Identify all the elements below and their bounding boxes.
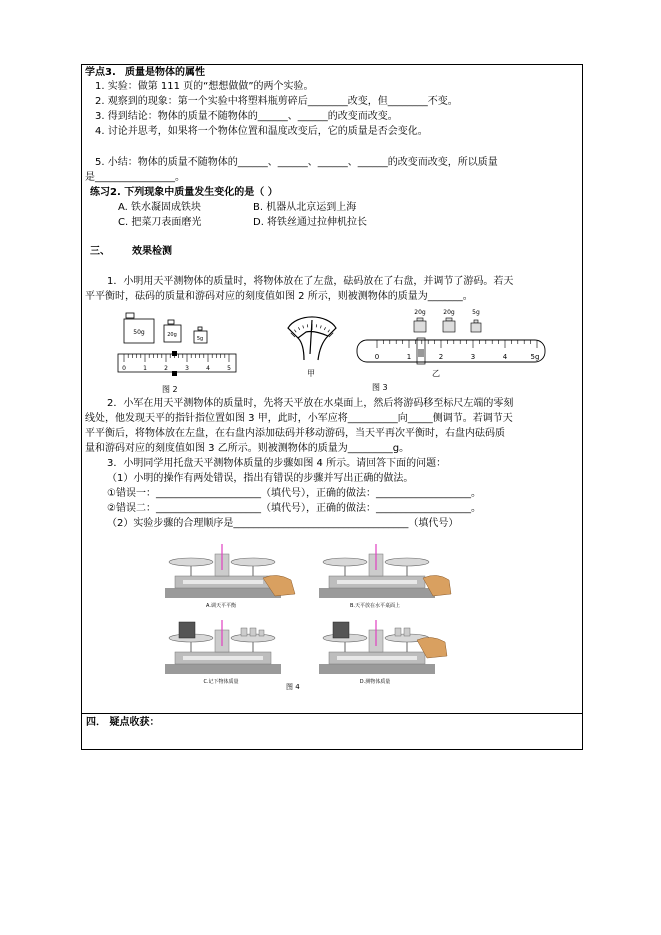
part4-title: 四． 疑点收获： [86, 717, 160, 728]
item-4: 4. 讨论并思考，如果将一个物体位置和温度改变后，它的质量是否会变化。 [95, 126, 428, 137]
q3-sub-2: （2）实验步骤的合理顺序是___________________________________（填代号） [107, 518, 459, 529]
rider-bottom [172, 371, 177, 376]
q3-error-1: ①错误一：_____________________（填代号），正确的做法：___________________。 [107, 488, 481, 499]
fig4-caption: 图 4 [286, 683, 300, 691]
weight-20g-a [414, 318, 426, 332]
weight-label-20g-b: 20g [443, 309, 455, 316]
tick-label-3: 3 [470, 353, 476, 361]
tick-label-5: 5 [227, 365, 231, 372]
q3-line-1: 3．小明同学用托盘天平测物体质量的步骤如图 4 所示。请回答下面的问题： [107, 458, 447, 469]
option-a: A. 铁水凝固成铁块 [118, 202, 202, 213]
weight-20g [164, 320, 181, 342]
weight-label-5g: 5g [196, 336, 204, 342]
weight-label-5g: 5g [472, 309, 480, 316]
weight-20g-b [443, 318, 455, 332]
panel-a-caption: A.调天平平衡 [206, 603, 236, 609]
tick-label-1: 1 [143, 365, 147, 372]
summary-line-2: 是________________。 [85, 172, 185, 183]
tick-label-1: 1 [406, 353, 412, 361]
summary-line-1: 5. 小结：物体的质量不随物体的______、______、______、______的改变而改变，所以质量 [95, 157, 498, 168]
q1-line-2: 平平衡时，砝码的质量和游码对应的刻度值如图 2 所示，则被测物体的质量为_______。 [85, 291, 473, 302]
tick-label-4: 4 [502, 353, 508, 361]
weight-label-50g: 50g [133, 329, 145, 336]
weight-50g [124, 313, 154, 343]
figure-4-balance-steps [155, 540, 455, 690]
q3-sub-1: （1）小明的操作有两处错误，指出有错误的步骤并写出正确的做法。 [107, 473, 414, 484]
q2-line-2: 线处，他发现天平的指针指位置如图 3 甲，此时，小军应将__________向_____侧调节。若调节天 [85, 413, 513, 424]
q3-error-2: ②错误二：_____________________（填代号），正确的做法：___________________。 [107, 503, 481, 514]
tick-label-0: 0 [122, 365, 126, 372]
item-1: 1. 实验：做第 111 页的“想想做做”的两个实验。 [95, 81, 314, 92]
section3-heading [85, 66, 205, 79]
weight-label-20g-a: 20g [414, 309, 426, 316]
panel-d-caption: D.测物体质量 [359, 679, 391, 685]
tick-label-2: 2 [438, 353, 444, 361]
tick-label-2: 2 [164, 365, 168, 372]
tick-label-3: 3 [185, 365, 189, 372]
item-3: 3. 得到结论：物体的质量不随物体的______、______的改变而改变。 [95, 111, 398, 122]
fig3-label-yi: 乙 [432, 369, 440, 378]
fig3-caption: 图 3 [372, 383, 388, 392]
weight-5g [194, 327, 207, 343]
weight-label-20g: 20g [167, 332, 177, 338]
figure-3-yi-ruler [355, 308, 550, 368]
panel-c [165, 620, 281, 674]
tick-label-4: 4 [206, 365, 210, 372]
panel-b [319, 544, 451, 598]
item-2: 2. 观察到的现象：第一个实验中将塑料瓶剪碎后________改变，但________不变。 [95, 96, 458, 107]
fig2-caption: 图 2 [162, 385, 178, 394]
option-d: D. 将铁丝通过拉伸机拉长 [253, 217, 368, 228]
object-cylinder [179, 622, 195, 638]
row-divider [81, 713, 582, 714]
fig3-label-jia: 甲 [307, 369, 315, 378]
ruler-fig2 [118, 351, 236, 376]
object-cylinder [333, 622, 349, 638]
q1-line-1: 1．小明用天平测物体的质量时，将物体放在了左盘，砝码放在了右盘，并调节了游码。若天 [107, 276, 514, 287]
figure-3-jia-pointer [284, 314, 340, 364]
exercise2-title: 练习2. 下列现象中质量发生变化的是（ ） [90, 187, 278, 198]
part3-label: 三、 [90, 246, 110, 257]
panel-a [165, 544, 295, 598]
figure-2 [116, 310, 240, 394]
weight-5g [471, 320, 481, 332]
heading-prefix: 学点3. [85, 67, 116, 78]
q2-line-3: 平平衡后，将物体放在左盘，在右盘内添加砝码并移动游码，当天平再次平衡时，右盘内砝码质 [85, 428, 505, 439]
panel-d [319, 620, 447, 674]
panel-b-caption: B.天平放在水平桌面上 [349, 603, 401, 609]
heading-title: 质量是物体的属性 [124, 67, 205, 78]
option-b: B. 机器从北京运到上海 [253, 202, 357, 213]
tick-label-5g: 5g [530, 353, 540, 361]
q2-line-4: 量和游码对应的刻度值如图 3 乙所示。则被测物体的质量为_________g。 [85, 443, 410, 454]
panel-c-caption: C.记下物体质量 [203, 679, 239, 685]
part3-title: 效果检测 [132, 246, 172, 257]
rider-top [172, 351, 177, 356]
option-c: C. 把菜刀表面磨光 [118, 217, 202, 228]
tick-label-0: 0 [374, 353, 380, 361]
q2-line-1: 2．小军在用天平测物体的质量时，先将天平放在水桌面上，然后将游码移至标尺左端的零刻 [107, 398, 514, 409]
